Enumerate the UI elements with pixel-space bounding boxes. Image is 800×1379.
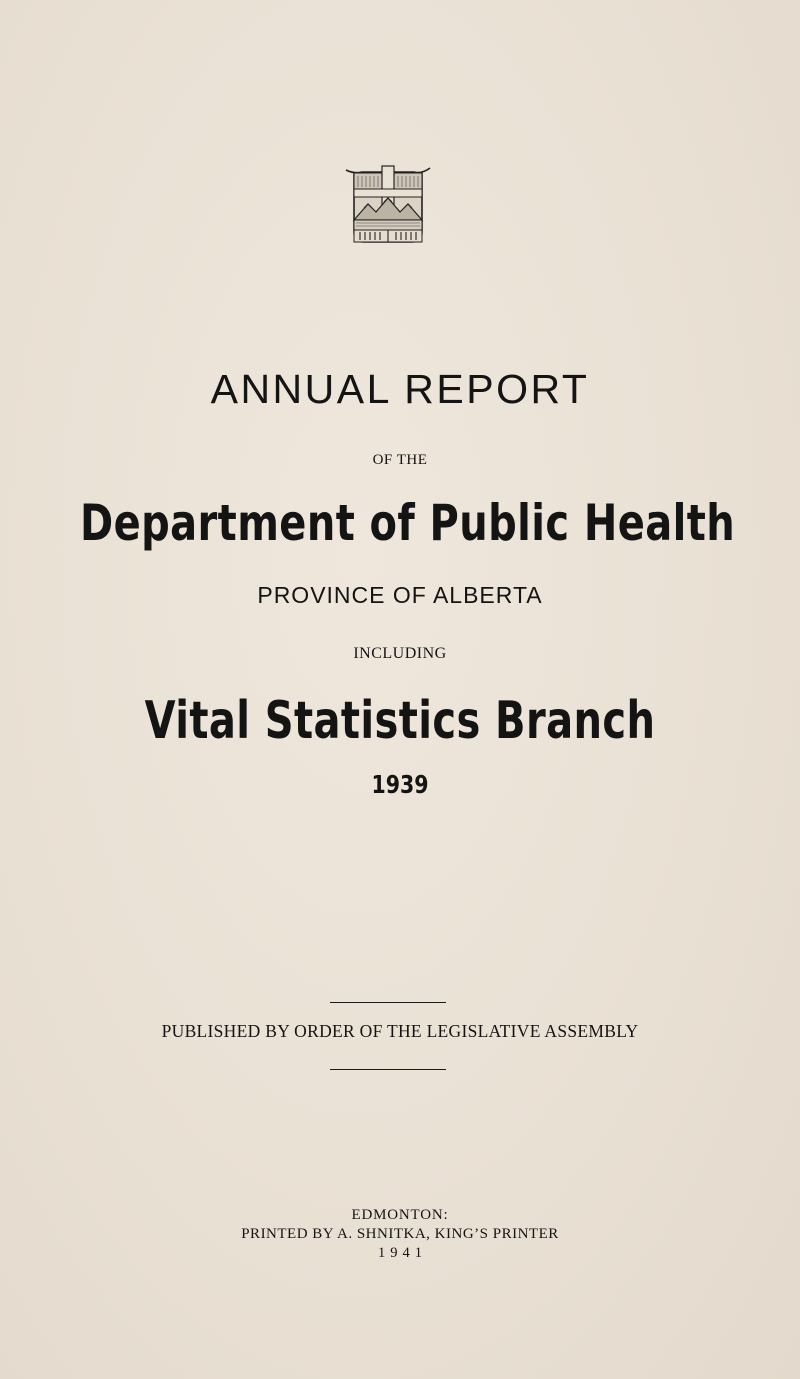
publication-notice: PUBLISHED BY ORDER OF THE LEGISLATIVE ASSEMBLY: [161, 1021, 639, 1041]
department-name: Department of Public Health: [80, 494, 736, 552]
branch-name: Vital Statistics Branch: [144, 691, 656, 751]
divider-bottom: [330, 1069, 446, 1070]
imprint-year: 1941: [378, 1245, 427, 1261]
including-label: INCLUDING: [353, 645, 447, 662]
title-connector: OF THE: [372, 452, 428, 468]
divider-top: [330, 1002, 446, 1003]
report-title: ANNUAL REPORT: [210, 366, 590, 412]
alberta-coat-of-arms-icon: [344, 164, 432, 250]
province-name: PROVINCE OF ALBERTA: [257, 582, 543, 608]
imprint-printer: PRINTED BY A. SHNITKA, KING’S PRINTER: [241, 1226, 559, 1242]
imprint-city: EDMONTON:: [351, 1207, 449, 1223]
report-year: 1939: [371, 770, 429, 799]
